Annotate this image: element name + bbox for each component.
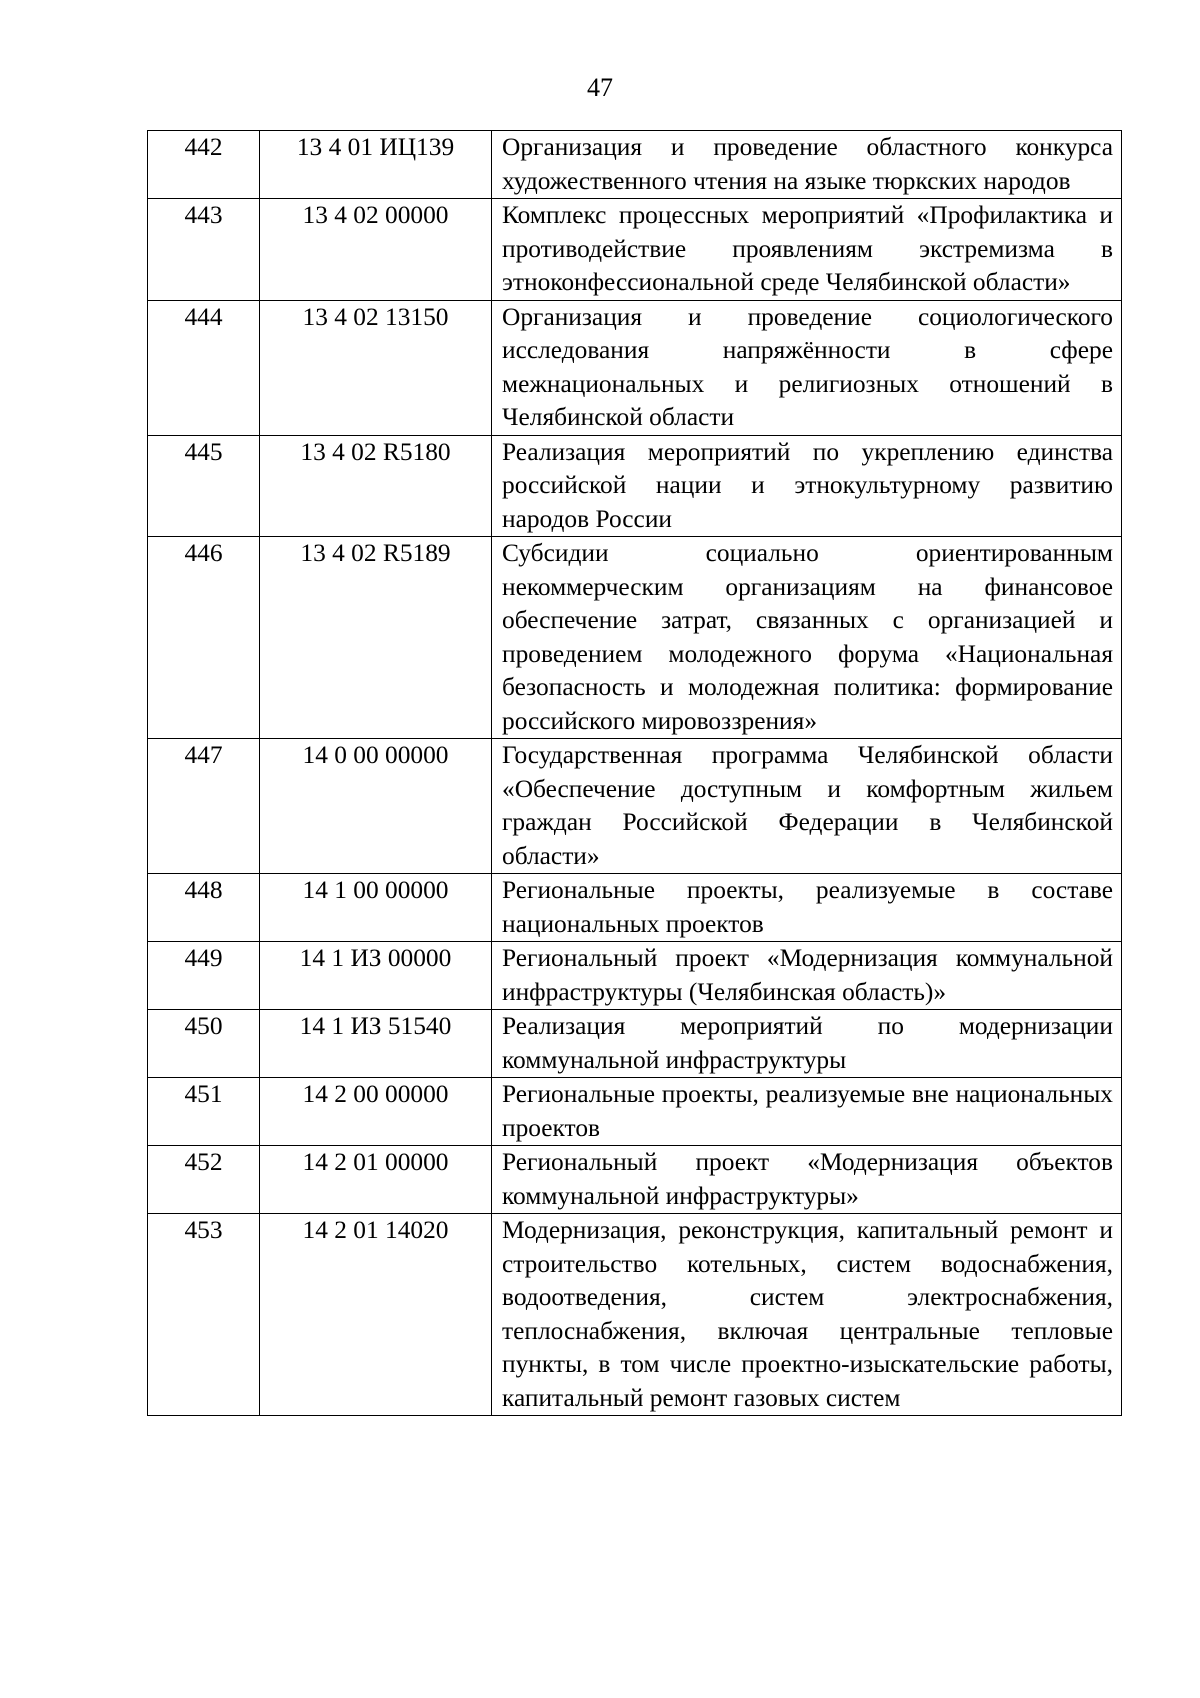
target-article-name: Реализация мероприятий по модернизации коммунальной инфраструктуры (492, 1010, 1122, 1078)
row-number: 453 (148, 1214, 260, 1416)
table-row (148, 199, 1122, 301)
table-row (148, 739, 1122, 874)
target-article-name: Субсидии социально ориентированным некоммерческим организациям на финансовое обеспечение затрат, связанных с организацией и проведением молодежного форума «Национальная безопасность и молодежная политика: формирование российского мировоззрения» (492, 537, 1122, 739)
target-article-name: Государственная программа Челябинской области «Обеспечение доступным и комфортным жильем граждан Российской Федерации в Челябинской области» (492, 739, 1122, 874)
target-article-name: Региональный проект «Модернизация коммунальной инфраструктуры (Челябинская область)» (492, 942, 1122, 1010)
table-row (148, 1214, 1122, 1416)
row-number: 450 (148, 1010, 260, 1078)
row-number: 445 (148, 435, 260, 537)
table-row (148, 1078, 1122, 1146)
target-article-code: 14 1 ИЗ 51540 (260, 1010, 492, 1078)
target-article-code: 13 4 01 ИЦ139 (260, 131, 492, 199)
table-body (148, 131, 1122, 1416)
target-article-name: Региональные проекты, реализуемые в составе национальных проектов (492, 874, 1122, 942)
target-article-name: Региональный проект «Модернизация объектов коммунальной инфраструктуры» (492, 1146, 1122, 1214)
target-article-name: Модернизация, реконструкция, капитальный ремонт и строительство котельных, систем водоснабжения, водоотведения, систем электроснабжения, теплоснабжения, включая центральные тепловые пункты, в том числе проектно-изыскательские работы, капитальный ремонт газовых систем (492, 1214, 1122, 1416)
table-row (148, 874, 1122, 942)
target-article-code: 13 4 02 R5180 (260, 435, 492, 537)
table-row (148, 942, 1122, 1010)
target-article-code: 14 2 01 14020 (260, 1214, 492, 1416)
row-number: 452 (148, 1146, 260, 1214)
target-article-code: 14 0 00 00000 (260, 739, 492, 874)
target-article-code: 14 1 ИЗ 00000 (260, 942, 492, 1010)
row-number: 446 (148, 537, 260, 739)
target-article-code: 13 4 02 13150 (260, 300, 492, 435)
target-article-name: Организация и проведение областного конкурса художественного чтения на языке тюркских народов (492, 131, 1122, 199)
target-article-name: Организация и проведение социологического исследования напряжённости в сфере межнациональных и религиозных отношений в Челябинской области (492, 300, 1122, 435)
row-number: 447 (148, 739, 260, 874)
row-number: 448 (148, 874, 260, 942)
row-number: 443 (148, 199, 260, 301)
table-row (148, 131, 1122, 199)
row-number: 442 (148, 131, 260, 199)
target-article-code: 13 4 02 R5189 (260, 537, 492, 739)
target-article-name: Реализация мероприятий по укреплению единства российской нации и этнокультурному развитию народов России (492, 435, 1122, 537)
target-article-name: Региональные проекты, реализуемые вне национальных проектов (492, 1078, 1122, 1146)
table-row (148, 1146, 1122, 1214)
target-article-code: 14 2 01 00000 (260, 1146, 492, 1214)
table-row (148, 300, 1122, 435)
table-row (148, 435, 1122, 537)
page-number: 47 (587, 73, 613, 102)
target-article-code: 14 2 00 00000 (260, 1078, 492, 1146)
row-number: 449 (148, 942, 260, 1010)
row-number: 451 (148, 1078, 260, 1146)
table-row (148, 537, 1122, 739)
target-article-name: Комплекс процессных мероприятий «Профилактика и противодействие проявлениям экстремизма в этноконфессиональной среде Челябинской области» (492, 199, 1122, 301)
target-article-code: 13 4 02 00000 (260, 199, 492, 301)
target-article-code: 14 1 00 00000 (260, 874, 492, 942)
table-row (148, 1010, 1122, 1078)
row-number: 444 (148, 300, 260, 435)
budget-classification-table (147, 130, 1122, 1416)
